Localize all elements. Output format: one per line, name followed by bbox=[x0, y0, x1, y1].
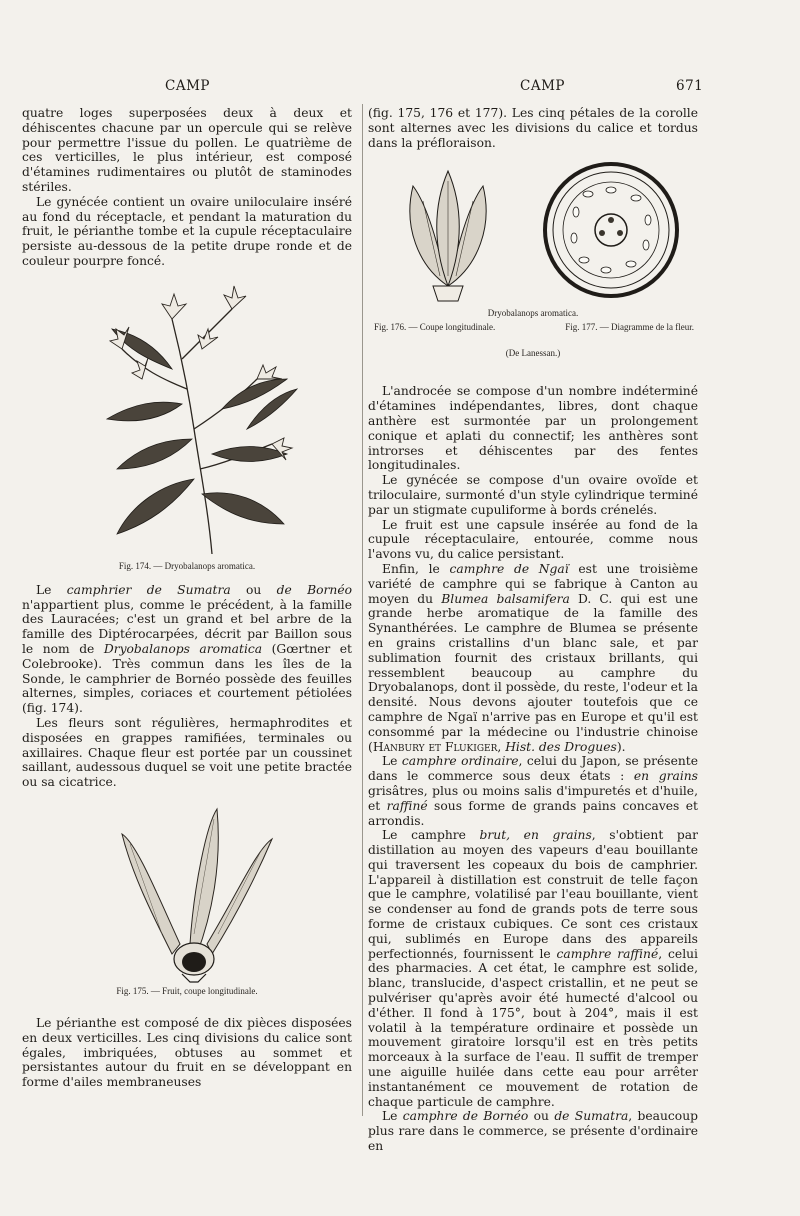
text-run: , bbox=[497, 739, 506, 754]
italic-term: en grains bbox=[633, 769, 698, 784]
italic-term: Hist. des Drogues bbox=[505, 739, 617, 754]
italic-term: camphre de Bornéo bbox=[402, 1109, 529, 1124]
floral-diagram-illustration bbox=[536, 160, 686, 300]
figure-177-caption: Fig. 177. — Diagramme de la fleur. bbox=[565, 322, 694, 333]
text-run: ). bbox=[616, 739, 626, 754]
italic-term: camphrier de Sumatra bbox=[66, 582, 231, 597]
paragraph bbox=[368, 1109, 698, 1153]
paragraph bbox=[368, 754, 698, 828]
italic-term: Dryobalanops aromatica bbox=[103, 641, 263, 656]
text-run: Le bbox=[36, 582, 67, 597]
paragraph: L'androcée se compose d'un nombre indéterminé d'étamines indépendantes, libres, dont chaque anthère est surmontée par un prolongement conique et aplati du connectif; les anthères sont introrses et déhiscentes par des fentes longitudinales. bbox=[368, 384, 698, 473]
paragraph: quatre loges superposées deux à deux et déhiscentes chacune par un opercule qui se relève pour permettre l'issue du pollen. Le quatrième de ces verticilles, le plus intérieur, est composé d'étamines rudimentaires ou plutôt de staminodes stériles. bbox=[22, 106, 352, 194]
text-run: , s'obtient par distillation au moyen des vapeurs d'eau bouillante qui traversent les copeaux du bois de camphrier. L'appareil à distillation est construit de telle façon que le camphre, volatilisé par l'eau bouillante, vient se condenser au fond de grands pots de terre sous forme de cristaux cubiques. Ce sont ces cristaux qui, sublimés en Europe dans des appareils perfectionnés, fournissent le bbox=[368, 828, 698, 961]
italic-term: Blumea balsamifera bbox=[441, 591, 570, 606]
text-run: sous forme de grands pains concaves et arrondis. bbox=[368, 798, 698, 828]
text-run: (Gœrtner et Colebrooke). Très commun dans les îles de la Sonde, le camphrier de Bornéo possède des feuilles alternes, simples, coriaces et courtement pétiolées (fig. 174). bbox=[22, 641, 352, 716]
text-run: est une troisième variété de camphre qui se fabrique à Canton au moyen du bbox=[368, 561, 698, 606]
paragraph bbox=[22, 583, 352, 716]
italic-term: de Bornéo bbox=[276, 582, 353, 597]
italic-term: camphre ordinaire bbox=[401, 754, 519, 769]
text-run: Le camphre bbox=[382, 828, 480, 843]
running-header-right: CAMP bbox=[520, 78, 565, 94]
paragraph: Les fleurs sont régulières, hermaphrodites et disposées en grappes ramifiées, terminales ou axillaires. Chaque fleur est portée par un coussinet saillant, audessous duquel se voit une petite bractée ou sa cicatrice. bbox=[22, 715, 352, 790]
text-run: Le bbox=[382, 1109, 403, 1124]
text-run: grisâtres, plus ou moins salis d'impuretés et d'huile, et bbox=[368, 783, 698, 813]
figure-credit: (De Lanessan.) bbox=[505, 348, 561, 359]
text-run: , beaucoup plus rare dans le commerce, se présente d'ordinaire en bbox=[368, 1109, 698, 1154]
column-divider bbox=[362, 104, 363, 1116]
flower-section-illustration bbox=[388, 166, 508, 306]
figure-176-caption: Fig. 176. — Coupe longitudinale. bbox=[374, 322, 496, 333]
figure-174-branch bbox=[22, 279, 352, 577]
text-run: , celui du Japon, se présente dans le commerce sous deux états : bbox=[368, 754, 698, 784]
flowering-branch-illustration bbox=[22, 279, 352, 559]
text-run: ou bbox=[528, 1109, 555, 1124]
figure-174-caption: Fig. 174. — Dryobalanops aromatica. bbox=[118, 560, 256, 571]
paragraph: (fig. 175, 176 et 177). Les cinq pétales de la corolle sont alternes avec les divisions du calice et tordus dans la préfloraison. bbox=[368, 106, 698, 150]
text-run: Enfin, le bbox=[382, 561, 450, 576]
italic-term: brut, en grains bbox=[479, 828, 592, 843]
text-run: Le bbox=[382, 754, 402, 769]
text-run: n'appartient plus, comme le précédent, à la famille des Lauracées; c'est un grand et bel arbre de la famille des Diptérocarpées, décrit par Baillon sous le nom de bbox=[22, 597, 352, 656]
paragraph: Le fruit est une capsule insérée au fond de la cupule réceptaculaire, entourée, comme nous l'avons vu, du calice persistant. bbox=[368, 517, 698, 562]
figure-title: Dryobalanops aromatica. bbox=[487, 308, 579, 319]
italic-term: raffiné bbox=[386, 798, 428, 813]
text-run: , celui des pharmacies. A cet état, le camphre est solide, blanc, translucide, d'aspect cristallin, et ne peut se pulvériser qu'après avoir été humecté d'alcool ou d'éther. Il fond à 175°, bout à 204°, mais il est volatil à la température ordinaire et possède un mouvement giratoire lorsqu'il est en très petits morceaux à la surface de l'eau. Il suffit de tremper une aiguille huilée dans cette eau pour arrêter instantanément ce mouvement de rotation de chaque particule de camphre. bbox=[368, 946, 698, 1109]
figure-176-177-block bbox=[368, 158, 698, 384]
text-run: D. C. qui est une grande herbe aromatique de la famille des Synanthérées. Le camphre de Blumea se présente en grains cristallins d'un blanc sale, et par sublimation fournit des cristaux brillants, qui ressemblent beaucoup au camphre du Dryobalanops, dont il possède, du reste, l'odeur et la densité. Nous devons ajouter toutefois que ce camphre de Ngaï n'arrive pas en Europe et qu'il est consommé par la médecine ou l'industrie chinoise ( bbox=[368, 591, 699, 754]
author-citation: Hanbury et Flukiger bbox=[372, 739, 498, 754]
paragraph: Le gynécée se compose d'un ovaire ovoïde et triloculaire, surmonté d'un style cylindrique terminé par un stigmate cupuliforme à bords crénelés. bbox=[368, 473, 698, 517]
italic-term: camphre raffiné bbox=[556, 946, 659, 961]
running-header-left: CAMP bbox=[165, 78, 210, 94]
paragraph bbox=[368, 562, 698, 754]
figure-175-fruit bbox=[22, 804, 352, 1004]
paragraph: Le gynécée contient un ovaire uniloculaire inséré au fond du réceptacle, et pendant la maturation du fruit, le périanthe tombe et la cupule réceptaculaire persiste au-dessous de la petite drupe ronde et de couleur pourpre foncé. bbox=[22, 194, 352, 268]
text-run: ou bbox=[230, 582, 277, 597]
paragraph: Le périanthe est composé de dix pièces disposées en deux verticilles. Les cinq divisions du calice sont égales, imbriquées, obtuses au sommet et persistantes autour du fruit en se développant en forme d'ailes membraneuses bbox=[22, 1015, 352, 1090]
right-column bbox=[368, 106, 698, 1154]
left-column bbox=[22, 106, 352, 1090]
page-number: 671 bbox=[676, 78, 704, 94]
italic-term: de Sumatra bbox=[554, 1109, 629, 1124]
figure-175-caption: Fig. 175. — Fruit, coupe longitudinale. bbox=[116, 985, 258, 996]
italic-term: camphre de Ngaï bbox=[449, 561, 569, 576]
paragraph bbox=[368, 828, 698, 1109]
winged-fruit-illustration bbox=[22, 804, 352, 984]
